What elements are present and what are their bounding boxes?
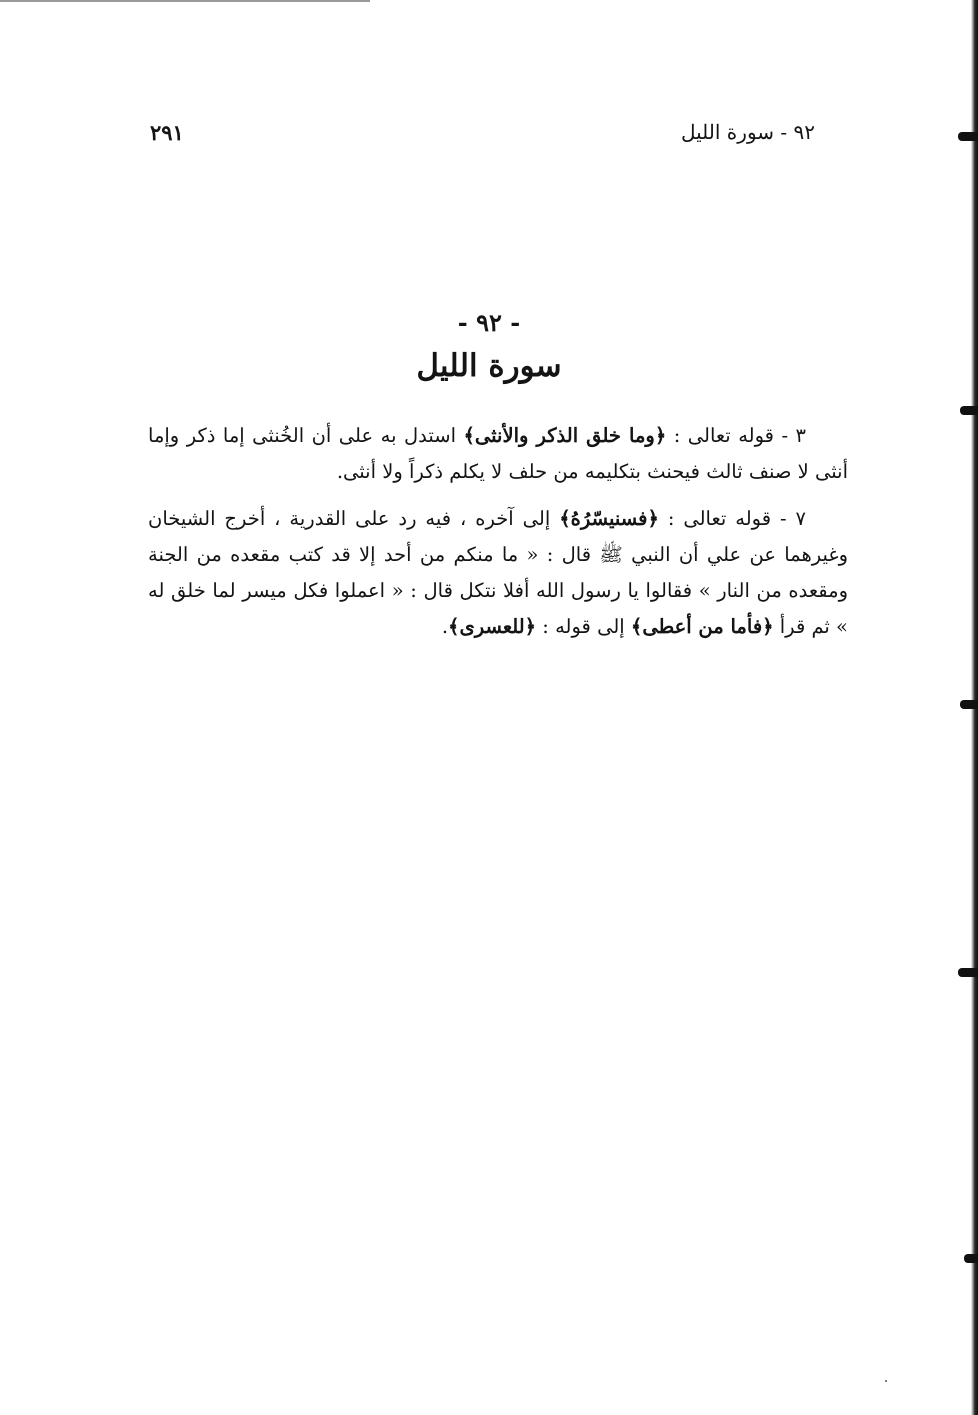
running-header: [150, 120, 815, 154]
scan-edge-mark: [958, 132, 978, 141]
commentary-body: [148, 418, 848, 656]
commentary-text: إلى آخره ، فيه رد على القدرية ، أخرج الشيخان وغيرهما عن علي أن النبي ﷺ قال : « ما منكم من أحد إلا قد كتب مقعده من الجنة ومقعده من النار » فقالوا يا رسول الله أفلا نتكل قال : « اعملوا فكل ميسر لما خلق له » ثم قرأ: [148, 507, 848, 638]
scan-edge-mark: [960, 406, 978, 415]
quran-quote: ﴿وما خلق الذكر والأنثى﴾: [463, 424, 667, 447]
scan-edge-mark: [964, 1254, 978, 1263]
commentary-paragraph: [148, 418, 848, 490]
commentary-text: .: [441, 615, 449, 638]
quran-quote: ﴿فسنيسّرُهُ﴾: [559, 507, 659, 530]
running-header-title: ٩٢ - سورة الليل: [681, 120, 815, 144]
surah-number: - ٩٢ -: [457, 308, 521, 337]
quran-quote: ﴿فأما من أعطى﴾: [630, 615, 774, 638]
page-number: ٢٩١: [150, 120, 184, 145]
scan-speck: [885, 1380, 887, 1382]
commentary-text: إلى قوله :: [536, 615, 631, 638]
verse-reference: ٧ - قوله تعالى :: [658, 507, 806, 530]
surah-title: سورة الليل: [416, 348, 562, 384]
commentary-text: استدل به على أن الخُنثى إما ذكر وإما أنثى لا صنف ثالث فيحنث بتكليمه من حلف لا يكلم ذكراً ولا أنثى.: [148, 424, 848, 483]
scan-edge-mark: [958, 968, 978, 977]
commentary-paragraph: [148, 501, 848, 645]
quran-quote: ﴿للعسرى﴾: [448, 615, 537, 638]
scan-edge-mark: [960, 700, 978, 709]
verse-reference: ٣ - قوله تعالى :: [666, 424, 806, 447]
scan-top-rule: [0, 0, 370, 2]
